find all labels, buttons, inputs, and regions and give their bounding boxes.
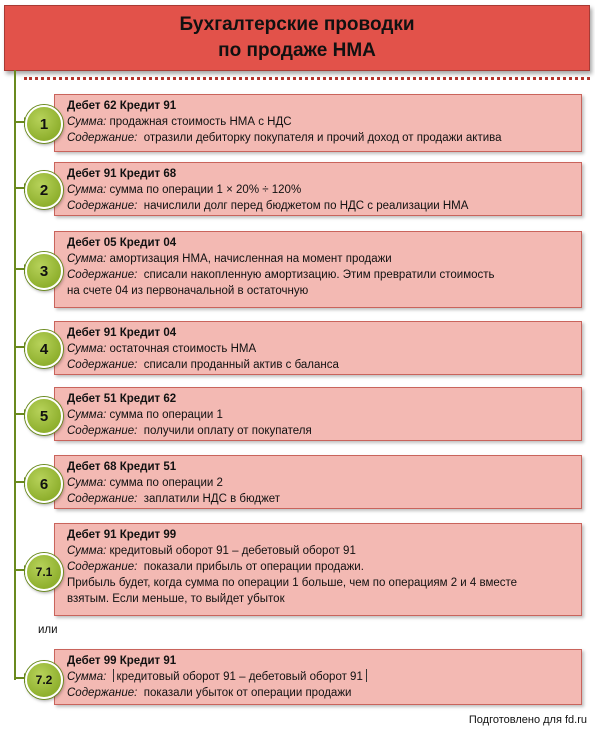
title-line-1: Бухгалтерские проводки [179,14,415,35]
bracket-left [113,669,114,682]
content-value: списали накопленную амортизацию. Этим превратили стоимость [143,269,495,281]
arrow-step-4 [15,346,25,348]
content-label: Содержание: [67,425,138,437]
sum-label: Сумма: [67,343,107,355]
content-label: Содержание: [67,132,138,144]
arrow-step-2 [15,187,25,189]
step-number-1: 1 [25,105,63,143]
sum-label: Сумма: [67,116,107,128]
content-label: Содержание: [67,493,138,505]
sum-label: Сумма: [67,253,107,265]
step-number-6: 6 [25,465,63,503]
sum-value: кредитовый оборот 91 – дебетовый оборот 91 [109,545,356,557]
content-value: отразили дебиторку покупателя и прочий доход от продажи актива [143,132,502,144]
step-header: Дебет 62 Кредит 91 [67,100,177,112]
content-value-2: на счете 04 из первоначальной в остаточную [67,285,309,297]
content-value-2: Прибыль будет, когда сумма по операции 1 больше, чем по операциям 2 и 4 вместе [67,577,518,589]
step-number-7-1: 7.1 [25,553,63,591]
content-label: Содержание: [67,269,138,281]
step-box-1 [54,94,582,152]
step-number-4: 4 [25,330,63,368]
content-value: начислили долг перед бюджетом по НДС с реализации НМА [143,200,469,212]
arrow-step-7-2 [15,677,25,679]
content-label: Содержание: [67,359,138,371]
content-label: Содержание: [67,200,138,212]
sum-value: продажная стоимость НМА с НДС [109,116,292,128]
step-header: Дебет 91 Кредит 68 [67,168,177,180]
sum-label: Сумма: [67,545,107,557]
sum-value: сумма по операции 2 [109,477,223,489]
title-line-2: по продаже НМА [218,40,376,61]
step-header: Дебет 05 Кредит 04 [67,237,177,249]
content-value-3: взятым. Если меньше, то выйдет убыток [67,593,285,605]
sum-value: кредитовый оборот 91 – дебетовый оборот 91 [116,671,363,683]
step-number-2: 2 [25,171,63,209]
sum-label: Сумма: [67,409,107,421]
content-label: Содержание: [67,561,138,573]
sum-label: Сумма: [67,671,107,683]
title-banner [4,5,590,71]
step-box-5 [54,387,582,441]
step-number-5: 5 [25,397,63,435]
step-header: Дебет 91 Кредит 04 [67,327,177,339]
bracket-right [366,669,367,682]
step-box-3 [54,231,582,308]
step-number-7-2: 7.2 [25,661,63,699]
content-value: показали убыток от операции продажи [143,687,352,699]
step-box-4 [54,321,582,375]
step-header: Дебет 51 Кредит 62 [67,393,177,405]
sum-label: Сумма: [67,477,107,489]
dotted-divider [24,77,590,80]
step-header: Дебет 68 Кредит 51 [67,461,177,473]
connector-spine [14,70,16,680]
sum-value: амортизация НМА, начисленная на момент продажи [109,253,392,265]
step-header: Дебет 99 Кредит 91 [67,655,177,667]
step-box-6 [54,455,582,509]
arrow-step-1 [15,121,25,123]
step-number-3: 3 [25,252,63,290]
content-value: списали проданный актив с баланса [143,359,339,371]
step-box-7-2 [54,649,582,705]
step-box-7-1 [54,523,582,616]
step-header: Дебет 91 Кредит 99 [67,529,177,541]
arrow-step-7-1 [15,569,25,571]
sum-value: сумма по операции 1 × 20% ÷ 120% [109,184,302,196]
content-value: получили оплату от покупателя [143,425,312,437]
content-value: заплатили НДС в бюджет [143,493,281,505]
arrow-step-6 [15,481,25,483]
content-label: Содержание: [67,687,138,699]
or-label: или [38,624,58,636]
sum-label: Сумма: [67,184,107,196]
arrow-step-3 [15,268,25,270]
sum-value: сумма по операции 1 [109,409,223,421]
content-value: показали прибыль от операции продажи. [143,561,364,573]
footer-credit: Подготовлено для fd.ru [468,714,587,726]
step-box-2 [54,162,582,216]
arrow-step-5 [15,413,25,415]
sum-value: остаточная стоимость НМА [109,343,257,355]
